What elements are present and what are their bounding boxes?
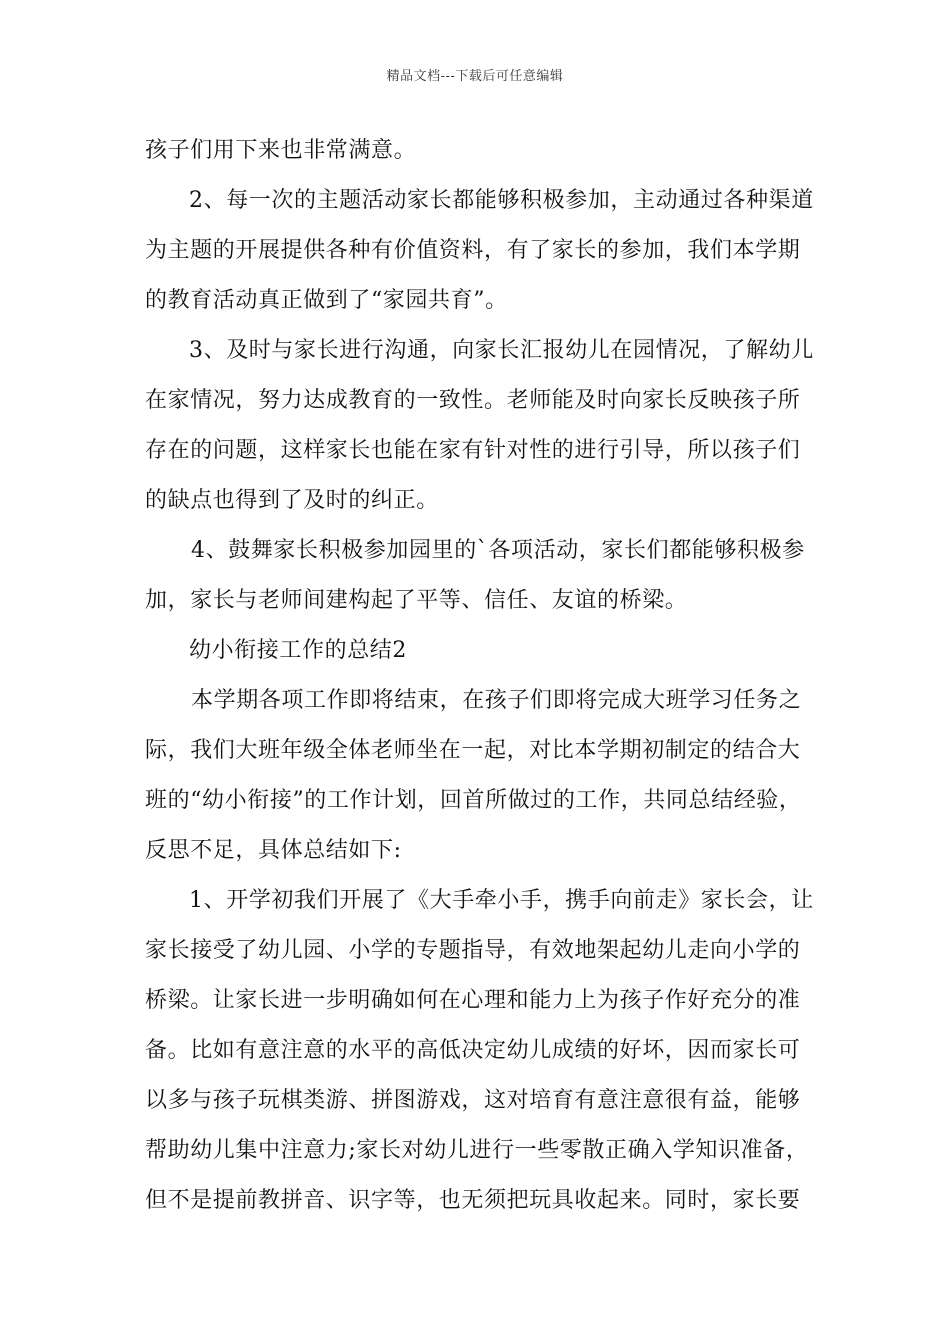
text-line: 备。比如有意注意的水平的高低决定幼儿成绩的好坏，因而家长可	[145, 1038, 801, 1063]
text-line: 反思不足，具体总结如下:	[145, 838, 402, 863]
text-line: 家长接受了幼儿园、小学的专题指导，有效地架起幼儿走向小学的	[145, 938, 801, 963]
text-line: 的缺点也得到了及时的纠正。	[145, 488, 439, 513]
text-line: 的教育活动真正做到了“家园共育”。	[145, 288, 508, 313]
text-line: 1、开学初我们开展了《大手牵小手，携手向前走》家长会，让	[189, 888, 814, 913]
text-line: 但不是提前教拼音、识字等，也无须把玩具收起来。同时，家长要	[145, 1188, 801, 1213]
text-line: 以多与孩子玩棋类游、拼图游戏，这对培育有意注意很有益，能够	[145, 1088, 801, 1113]
text-line: 班的“幼小衔接”的工作计划，回首所做过的工作，共同总结经验，	[145, 788, 802, 813]
text-line: 为主题的开展提供各种有价值资料，有了家长的参加，我们本学期	[145, 238, 801, 263]
text-line: 存在的问题，这样家长也能在家有针对性的进行引导，所以孩子们	[145, 438, 801, 463]
text-line: 帮助幼儿集中注意力;家长对幼儿进行一些零散正确入学知识准备，	[145, 1138, 809, 1163]
section-heading: 幼小衔接工作的总结2	[189, 638, 407, 663]
text-line: 4、鼓舞家长积极参加园里的`各项活动，家长们都能够积极参	[191, 538, 805, 563]
text-line: 在家情况，努力达成教育的一致性。老师能及时向家长反映孩子所	[145, 388, 801, 413]
text-line: 3、及时与家长进行沟通，向家长汇报幼儿在园情况，了解幼儿	[189, 338, 814, 363]
text-line: 孩子们用下来也非常满意。	[145, 138, 417, 163]
text-line: 桥梁。让家长进一步明确如何在心理和能力上为孩子作好充分的准	[145, 988, 801, 1013]
text-line: 加，家长与老师间建构起了平等、信任、友谊的桥梁。	[145, 588, 688, 613]
text-line: 2、每一次的主题活动家长都能够积极参加，主动通过各种渠道	[189, 188, 814, 213]
text-line: 本学期各项工作即将结束，在孩子们即将完成大班学习任务之	[191, 688, 802, 713]
document-body	[145, 126, 825, 1226]
page-header: 精品文档---下载后可任意编辑	[386, 69, 564, 84]
text-line: 际，我们大班年级全体老师坐在一起，对比本学期初制定的结合大	[145, 738, 801, 763]
